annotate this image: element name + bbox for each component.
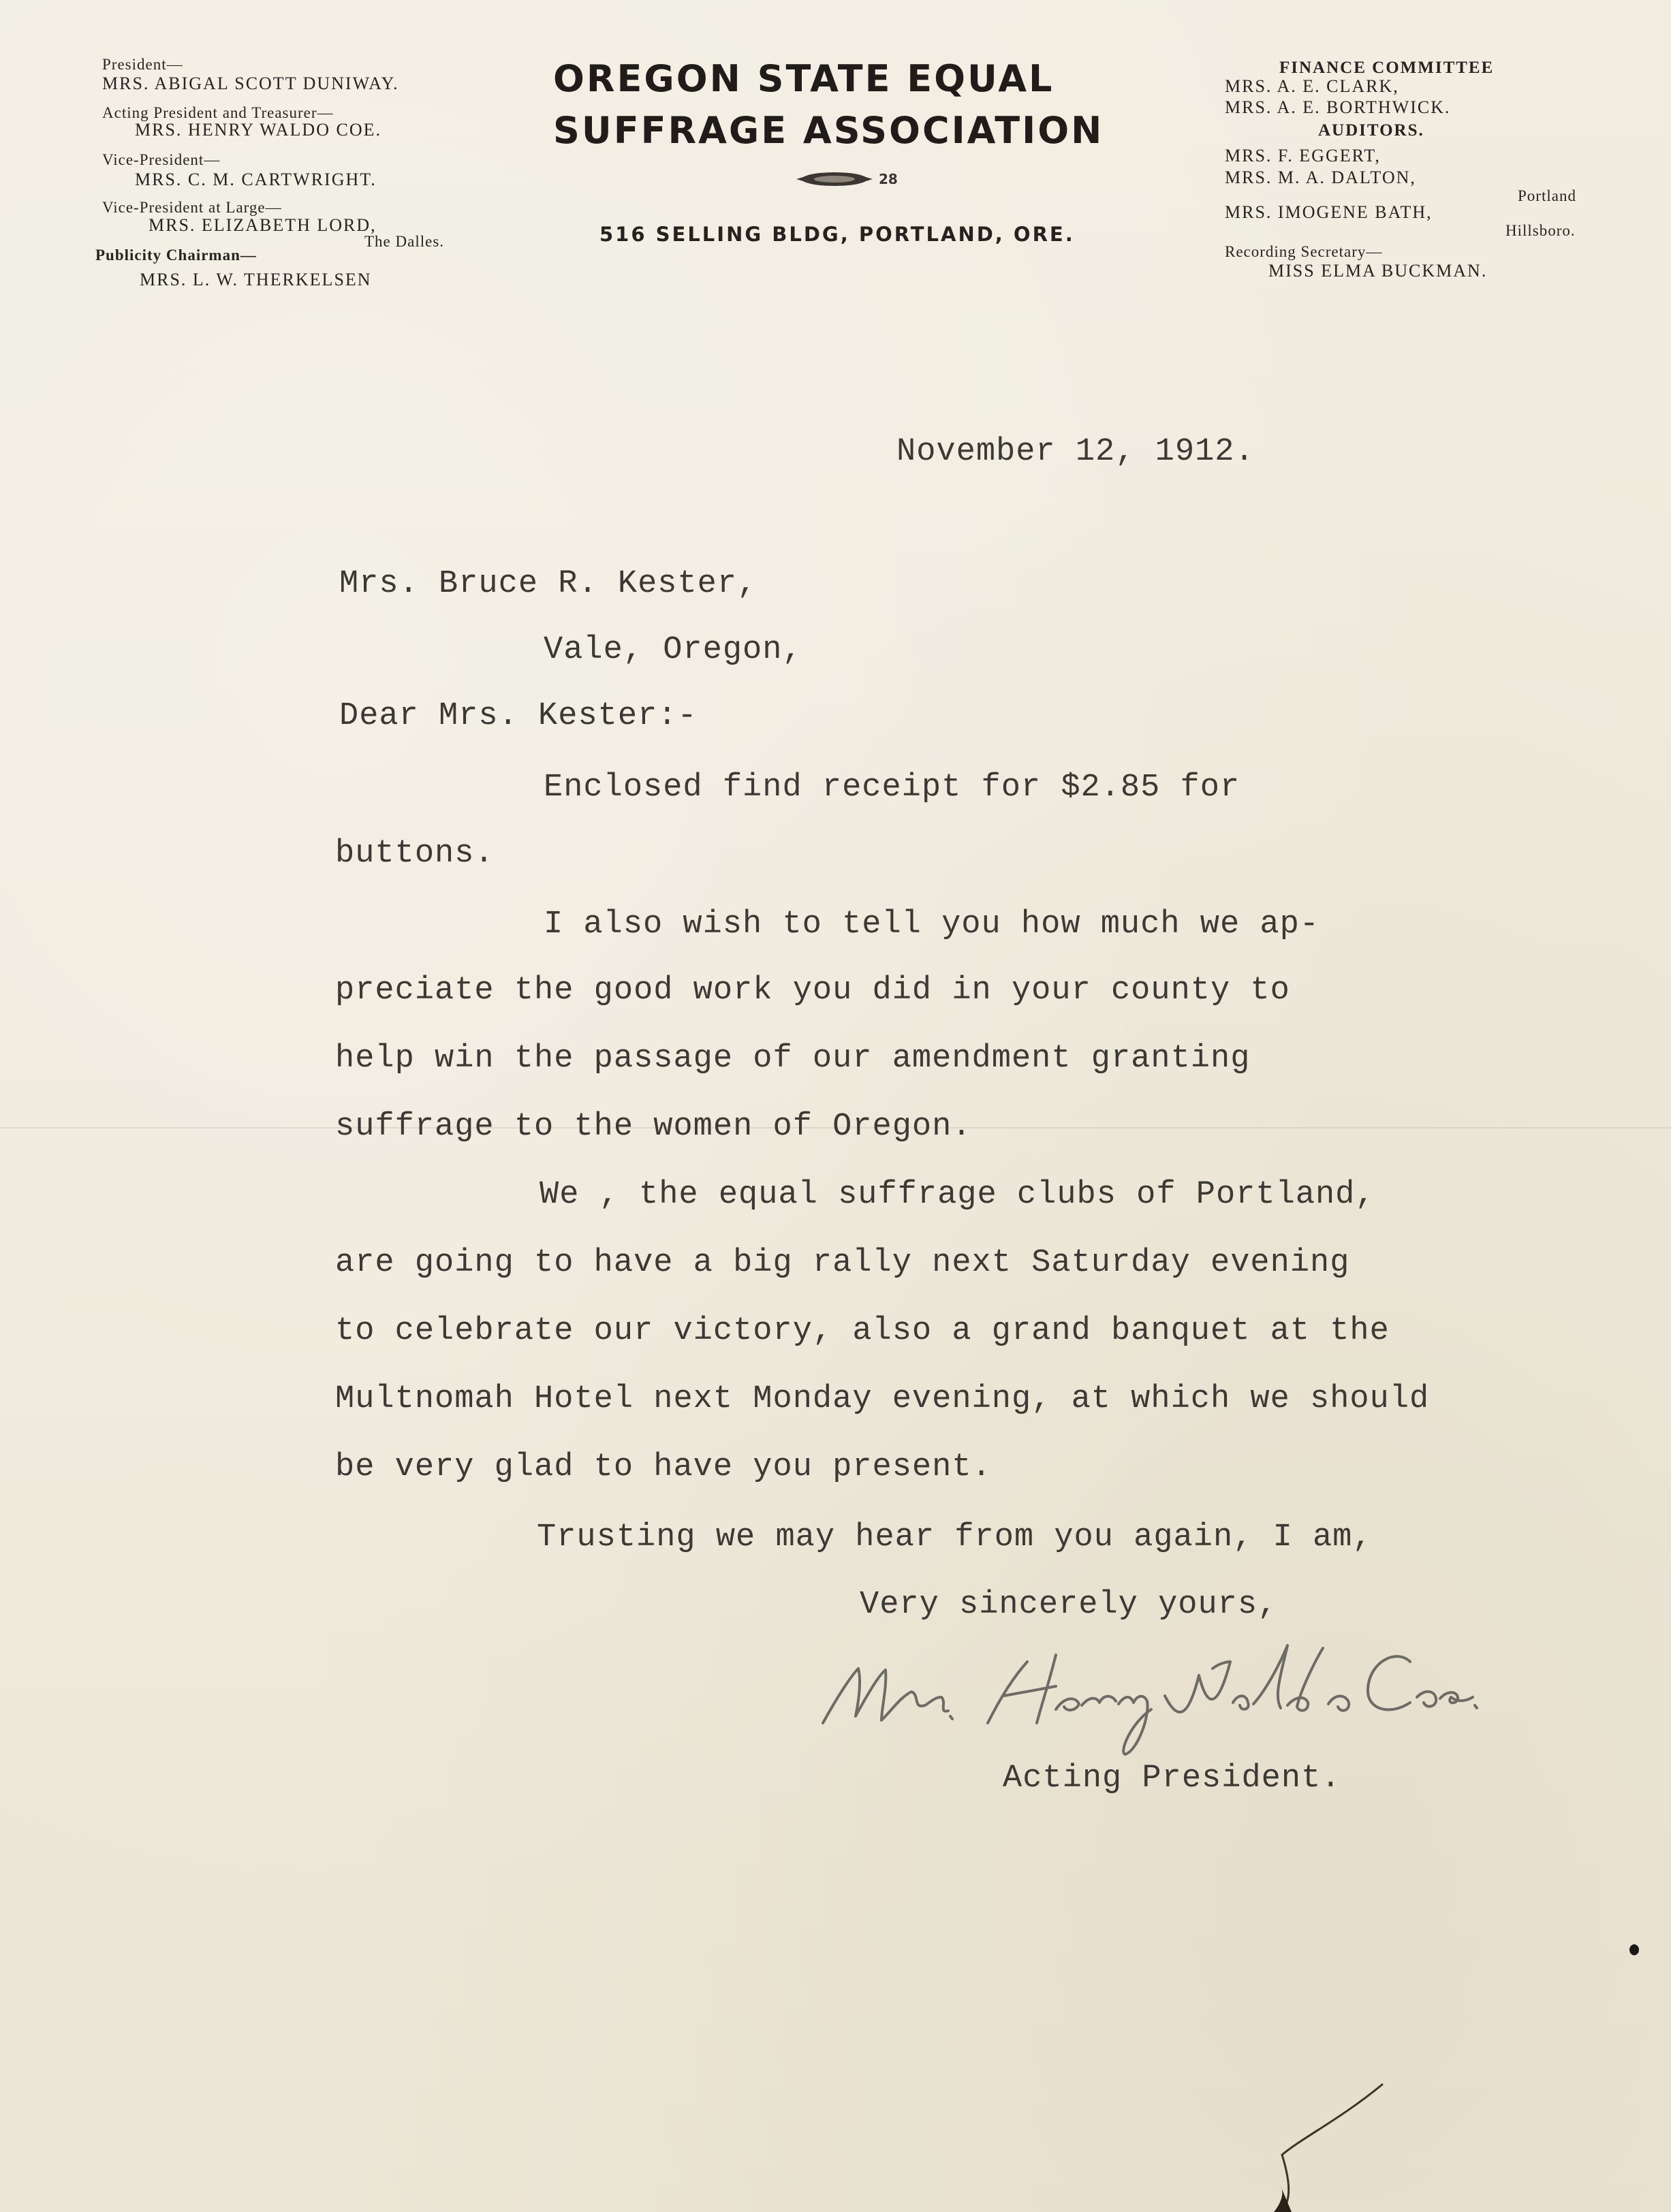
auditors-heading: AUDITORS. — [1318, 121, 1424, 140]
secretary-role: Recording Secretary— — [1225, 243, 1383, 260]
signer-title: Acting President. — [1003, 1760, 1341, 1797]
association-title-line1: OREGON STATE EQUAL — [553, 57, 1055, 100]
vp-at-large-role: Vice-President at Large— — [102, 199, 282, 216]
vice-president-name: MRS. C. M. CARTWRIGHT. — [135, 170, 377, 189]
body-line: preciate the good work you did in your county to — [335, 973, 1290, 1009]
president-name: MRS. ABIGAL SCOTT DUNIWAY. — [102, 74, 399, 93]
body-line: be very glad to have you present. — [335, 1449, 992, 1485]
auditor-3: MRS. IMOGENE BATH, — [1225, 202, 1433, 222]
acting-president-name: MRS. HENRY WALDO COE. — [135, 120, 381, 140]
president-role: President— — [102, 56, 183, 73]
place-hillsboro: Hillsboro. — [1505, 222, 1576, 239]
association-title-line2: SUFFRAGE ASSOCIATION — [553, 109, 1104, 152]
recipient-name: Mrs. Bruce R. Kester, — [339, 566, 758, 602]
body-line: We , the equal suffrage clubs of Portland, — [540, 1177, 1375, 1213]
body-line: to celebrate our victory, also a grand banquet at the — [335, 1313, 1390, 1349]
letter-date: November 12, 1912. — [896, 434, 1255, 470]
ornament-icon — [794, 169, 909, 189]
body-line: suffrage to the women of Oregon. — [335, 1109, 972, 1145]
secretary-name: MISS ELMA BUCKMAN. — [1268, 261, 1488, 281]
auditor-2: MRS. M. A. DALTON, — [1225, 168, 1416, 187]
publicity-role: Publicity Chairman— — [95, 247, 257, 264]
finance-heading: FINANCE COMMITTEE — [1279, 59, 1495, 77]
vp-at-large-name: MRS. ELIZABETH LORD, — [149, 215, 377, 235]
vice-president-role: Vice-President— — [102, 151, 221, 168]
body-line: buttons. — [335, 836, 495, 872]
closing: Very sincerely yours, — [860, 1587, 1278, 1623]
publicity-name: MRS. L. W. THERKELSEN — [140, 270, 372, 289]
paper-tear — [1240, 2070, 1403, 2212]
place-portland: Portland — [1518, 187, 1576, 204]
body-line: are going to have a big rally next Saturday evening — [335, 1245, 1350, 1281]
body-line: Enclosed find receipt for $2.85 for — [544, 770, 1240, 806]
finance-member-2: MRS. A. E. BORTHWICK. — [1225, 97, 1451, 117]
handwritten-signature — [811, 1621, 1560, 1757]
salutation: Dear Mrs. Kester:- — [339, 698, 698, 734]
body-line: Trusting we may hear from you again, I am, — [537, 1519, 1373, 1555]
body-line: Multnomah Hotel next Monday evening, at which we should — [335, 1381, 1430, 1417]
association-address: 516 SELLING BLDG, PORTLAND, ORE. — [599, 223, 1075, 246]
body-line: I also wish to tell you how much we ap- — [544, 906, 1319, 943]
auditor-1: MRS. F. EGGERT, — [1225, 146, 1381, 165]
ornament-number: 28 — [879, 171, 898, 187]
vp-at-large-place: The Dalles. — [364, 233, 445, 250]
acting-president-role: Acting President and Treasurer— — [102, 104, 334, 121]
recipient-city: Vale, Oregon, — [544, 632, 802, 668]
body-line: help win the passage of our amendment granting — [335, 1041, 1251, 1077]
ink-dot — [1629, 1944, 1639, 1955]
finance-member-1: MRS. A. E. CLARK, — [1225, 76, 1399, 96]
